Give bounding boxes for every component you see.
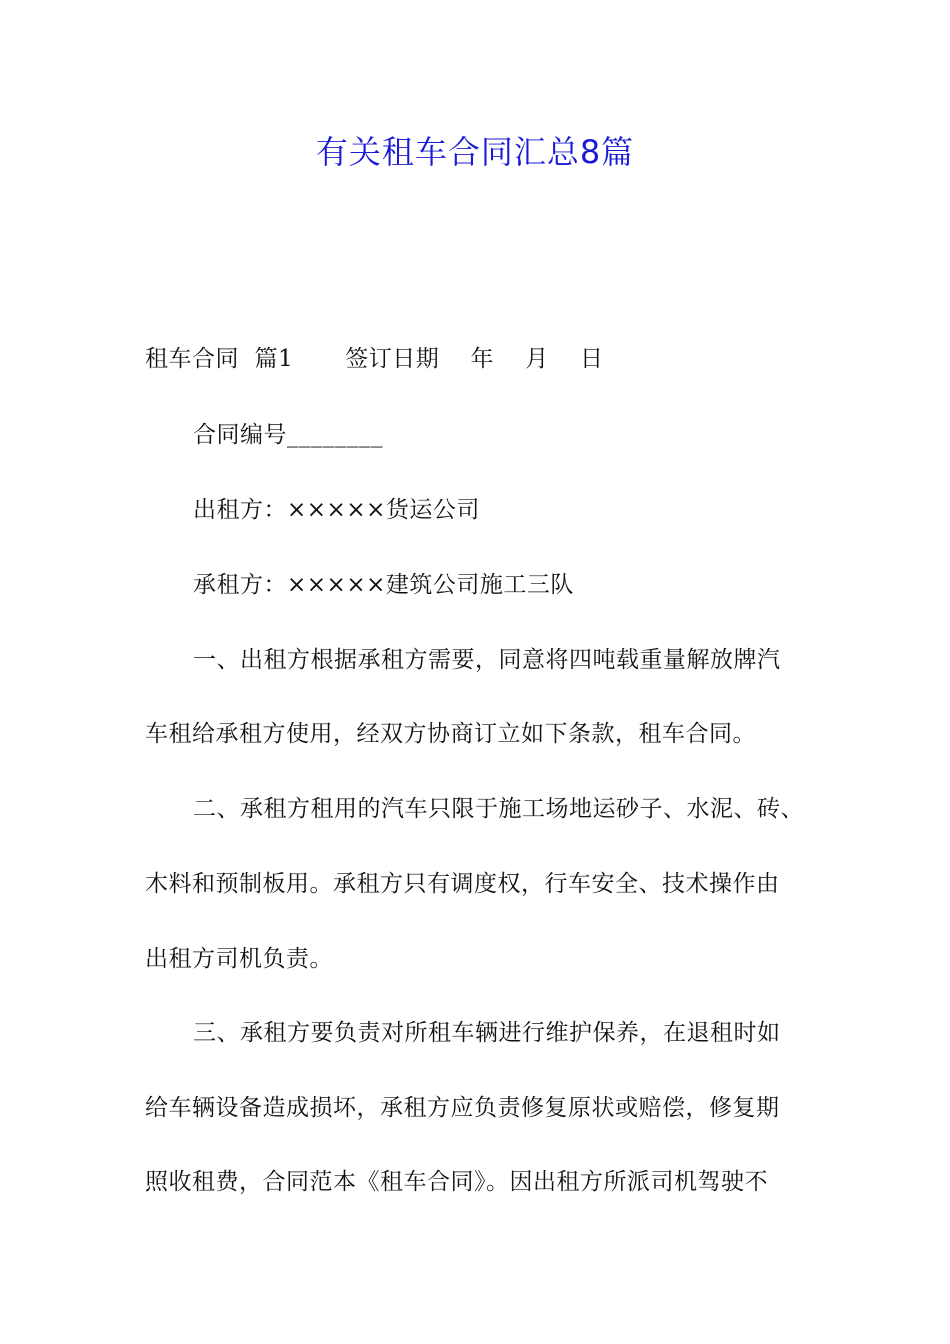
clause-1-line-1: 一、出租方根据承租方需要，同意将四吨载重量解放牌汽 <box>193 647 781 673</box>
clause-2-line-1: 二、承租方租用的汽车只限于施工场地运砂子、水泥、砖、 <box>193 796 804 822</box>
contract-header <box>145 343 604 375</box>
lessee-line: 承租方：×××××建筑公司施工三队 <box>193 572 574 598</box>
clause-1-line-2: 车租给承租方使用，经双方协商订立如下条款，租车合同。 <box>145 721 756 747</box>
clause-3-line-1: 三、承租方要负责对所租车辆进行维护保养，在退租时如 <box>193 1020 781 1046</box>
section-label: 租车合同 篇1 <box>145 346 294 372</box>
clause-3-line-3: 照收租费，合同范本《租车合同》。因出租方所派司机驾驶不 <box>145 1169 768 1195</box>
lessor-line: 出租方：×××××货运公司 <box>193 497 480 523</box>
clause-2-line-2: 木料和预制板用。承租方只有调度权，行车安全、技术操作由 <box>145 871 780 897</box>
clause-3-line-2: 给车辆设备造成损坏，承租方应负责修复原状或赔偿，修复期 <box>145 1095 780 1121</box>
clause-2-line-3: 出租方司机负责。 <box>145 946 333 972</box>
sign-date: 签订日期 年 月 日 <box>345 346 604 372</box>
document-title: 有关租车合同汇总8篇 <box>315 133 635 171</box>
contract-number-line: 合同编号________ <box>193 422 383 448</box>
